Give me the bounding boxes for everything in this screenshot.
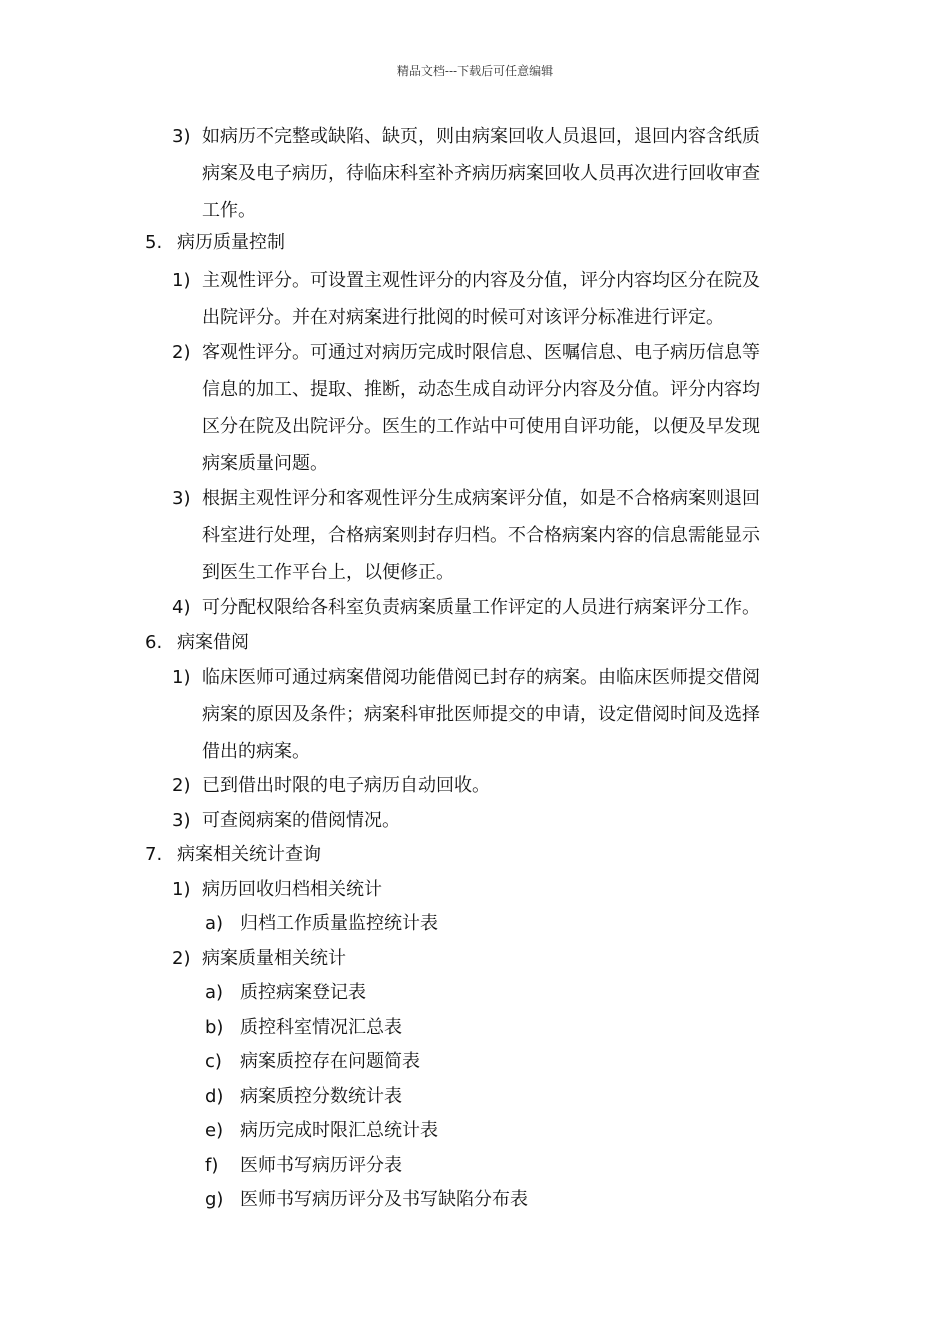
list-item: [172, 262, 760, 336]
list-item-number: 1): [172, 270, 191, 291]
page-header: 精品文档---下载后可任意编辑: [396, 64, 554, 78]
list-item-line: 病历回收归档相关统计: [202, 879, 382, 900]
list-item-line: 信息的加工、提取、推断，动态生成自动评分内容及分值。评分内容均: [202, 379, 760, 400]
list-item-line: 病案相关统计查询: [177, 844, 321, 865]
list-item-line: 归档工作质量监控统计表: [240, 913, 438, 934]
list-item: [172, 480, 760, 591]
list-item-line: 病案及电子病历，待临床科室补齐病历病案回收人员再次进行回收审查: [202, 163, 760, 184]
list-item-line: 病历完成时限汇总统计表: [240, 1120, 438, 1141]
list-item-line: 工作。: [202, 200, 256, 221]
list-item-number: 4): [172, 597, 191, 618]
list-item-number: 3): [172, 810, 191, 831]
list-item-number: a): [205, 982, 224, 1003]
list-item-line: 科室进行处理，合格病案则封存归档。不合格病案内容的信息需能显示: [202, 525, 760, 546]
list-item: [145, 836, 321, 873]
list-item-number: a): [205, 913, 224, 934]
list-item: [205, 1009, 402, 1046]
list-item-number: 2): [172, 948, 191, 969]
list-item-line: 医师书写病历评分及书写缺陷分布表: [240, 1189, 528, 1210]
list-item-number: 6.: [145, 632, 163, 653]
list-item-line: 根据主观性评分和客观性评分生成病案评分值，如是不合格病案则退回: [202, 488, 760, 509]
list-item-line: 借出的病案。: [202, 741, 310, 762]
list-item-line: 到医生工作平台上，以便修正。: [202, 562, 454, 583]
list-item: [172, 767, 490, 804]
list-item-line: 区分在院及出院评分。医生的工作站中可使用自评功能，以便及早发现: [202, 416, 760, 437]
list-item: [205, 974, 366, 1011]
list-item-line: 病案质控存在问题简表: [240, 1051, 420, 1072]
list-item-line: 可查阅病案的借阅情况。: [202, 810, 400, 831]
list-item: [205, 1147, 402, 1184]
list-item-number: 3): [172, 126, 191, 147]
list-item-line: 病案质控分数统计表: [240, 1086, 402, 1107]
list-item: [172, 802, 400, 839]
list-item-line: 可分配权限给各科室负责病案质量工作评定的人员进行病案评分工作。: [202, 597, 760, 618]
list-item-number: d): [205, 1086, 224, 1107]
list-item-number: g): [205, 1189, 224, 1210]
list-item-number: 1): [172, 879, 191, 900]
list-item-number: 5.: [145, 232, 163, 253]
list-item-number: c): [205, 1051, 222, 1072]
list-item: [205, 905, 438, 942]
list-item: [172, 659, 760, 770]
list-item: [205, 1181, 528, 1218]
list-item-line: 出院评分。并在对病案进行批阅的时候可对该评分标准进行评定。: [202, 307, 724, 328]
list-item-number: f): [205, 1155, 219, 1176]
list-item-line: 病案质量相关统计: [202, 948, 346, 969]
list-item-number: 2): [172, 775, 191, 796]
list-item-line: 病案的原因及条件；病案科审批医师提交的申请，设定借阅时间及选择: [202, 704, 760, 725]
list-item: [172, 589, 760, 626]
list-item: [172, 940, 346, 977]
list-item: [205, 1112, 438, 1149]
list-item-line: 已到借出时限的电子病历自动回收。: [202, 775, 490, 796]
list-item-number: e): [205, 1120, 224, 1141]
list-item-number: b): [205, 1017, 224, 1038]
list-item: [172, 871, 382, 908]
list-item-number: 3): [172, 488, 191, 509]
list-item-line: 质控病案登记表: [240, 982, 366, 1003]
list-item: [205, 1043, 420, 1080]
list-item: [145, 624, 249, 661]
list-item-line: 客观性评分。可通过对病历完成时限信息、医嘱信息、电子病历信息等: [202, 342, 760, 363]
list-item: [172, 334, 760, 482]
list-item-number: 7.: [145, 844, 163, 865]
list-item-number: 1): [172, 667, 191, 688]
list-item-line: 病案借阅: [177, 632, 249, 653]
list-item-line: 如病历不完整或缺陷、缺页，则由病案回收人员退回，退回内容含纸质: [202, 126, 760, 147]
list-item: [205, 1078, 402, 1115]
list-item: [172, 118, 760, 229]
list-item: [145, 224, 285, 261]
list-item-line: 质控科室情况汇总表: [240, 1017, 402, 1038]
list-item-number: 2): [172, 342, 191, 363]
list-item-line: 医师书写病历评分表: [240, 1155, 402, 1176]
list-item-line: 病案质量问题。: [202, 453, 328, 474]
list-item-line: 临床医师可通过病案借阅功能借阅已封存的病案。由临床医师提交借阅: [202, 667, 760, 688]
list-item-line: 病历质量控制: [177, 232, 285, 253]
list-item-line: 主观性评分。可设置主观性评分的内容及分值，评分内容均区分在院及: [202, 270, 760, 291]
